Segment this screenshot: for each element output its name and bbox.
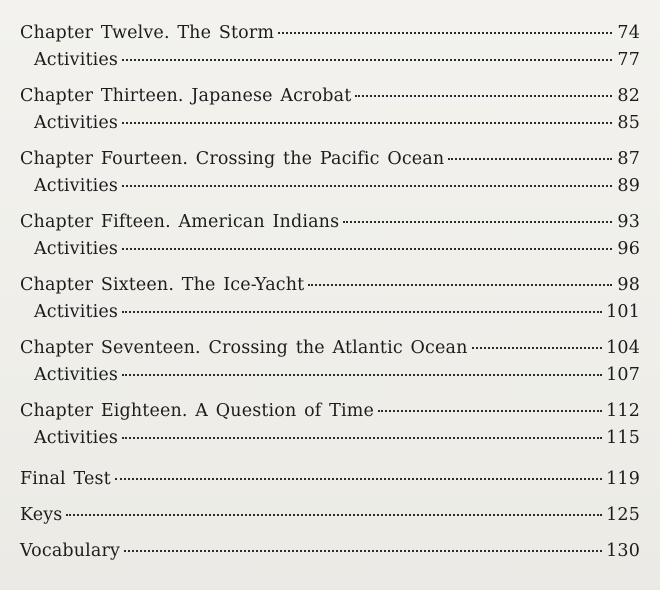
page-number: 82 [617, 86, 640, 106]
toc-entry-keys [20, 497, 640, 533]
dot-leader [122, 185, 612, 187]
toc-entry-chapter-thirteen [20, 83, 640, 137]
chapter-title: Chapter Eighteen. A Question of Time [20, 401, 374, 421]
toc-line [20, 533, 640, 569]
chapter-title: Chapter Sixteen. The Ice-Yacht [20, 275, 305, 295]
toc-line [20, 146, 640, 173]
toc-line [20, 83, 640, 110]
chapter-title: Chapter Fifteen. American Indians [20, 212, 340, 232]
toc-subline [20, 110, 640, 137]
toc-entry-chapter-twelve [20, 20, 640, 74]
page-number: 85 [617, 113, 640, 133]
dot-leader [122, 437, 602, 439]
toc-line [20, 272, 640, 299]
activities-label: Activities [34, 176, 119, 196]
page-number: 115 [606, 428, 640, 448]
dot-leader [122, 374, 602, 376]
dot-leader [122, 311, 602, 313]
toc-subline [20, 236, 640, 263]
page-number: 87 [617, 149, 640, 169]
chapter-title: Chapter Seventeen. Crossing the Atlantic Ocean [20, 338, 468, 358]
toc-line [20, 335, 640, 362]
dot-leader [355, 95, 612, 97]
activities-label: Activities [34, 113, 119, 133]
toc-subline [20, 173, 640, 200]
page-number: 101 [606, 302, 640, 322]
toc-line [20, 398, 640, 425]
section-title: Keys [20, 505, 63, 525]
page-number: 89 [617, 176, 640, 196]
activities-label: Activities [34, 50, 119, 70]
dot-leader [122, 122, 612, 124]
page-number: 77 [617, 50, 640, 70]
activities-label: Activities [34, 239, 119, 259]
page-number: 119 [606, 469, 640, 489]
page-number: 93 [617, 212, 640, 232]
toc-entry-chapter-fourteen [20, 146, 640, 200]
dot-leader [472, 347, 603, 349]
dot-leader [122, 59, 612, 61]
toc-entry-vocabulary [20, 533, 640, 569]
chapter-title: Chapter Fourteen. Crossing the Pacific Ocean [20, 149, 445, 169]
dot-leader [66, 514, 602, 516]
toc-subline [20, 362, 640, 389]
dot-leader [122, 248, 612, 250]
toc-subline [20, 47, 640, 74]
page-number: 96 [617, 239, 640, 259]
page-number: 107 [606, 365, 640, 385]
toc-subline [20, 425, 640, 452]
dot-leader [343, 221, 612, 223]
page-number: 130 [606, 541, 640, 561]
page-number: 74 [617, 23, 640, 43]
toc-entry-final-test [20, 461, 640, 497]
section-title: Vocabulary [20, 541, 121, 561]
dot-leader [278, 32, 612, 34]
activities-label: Activities [34, 428, 119, 448]
toc-line [20, 209, 640, 236]
toc-subline [20, 299, 640, 326]
page-number: 112 [606, 401, 640, 421]
table-of-contents [20, 20, 640, 569]
dot-leader [378, 410, 602, 412]
dot-leader [448, 158, 612, 160]
toc-line [20, 20, 640, 47]
page-number: 98 [617, 275, 640, 295]
page-number: 125 [606, 505, 640, 525]
toc-entry-chapter-fifteen [20, 209, 640, 263]
dot-leader [308, 284, 612, 286]
toc-entry-chapter-sixteen [20, 272, 640, 326]
activities-label: Activities [34, 302, 119, 322]
toc-entry-chapter-eighteen [20, 398, 640, 452]
activities-label: Activities [34, 365, 119, 385]
chapter-title: Chapter Twelve. The Storm [20, 23, 275, 43]
dot-leader [115, 478, 602, 480]
dot-leader [124, 550, 602, 552]
section-title: Final Test [20, 469, 111, 489]
chapter-title: Chapter Thirteen. Japanese Acrobat [20, 86, 352, 106]
toc-line [20, 497, 640, 533]
page-number: 104 [606, 338, 640, 358]
toc-entry-chapter-seventeen [20, 335, 640, 389]
toc-line [20, 461, 640, 497]
